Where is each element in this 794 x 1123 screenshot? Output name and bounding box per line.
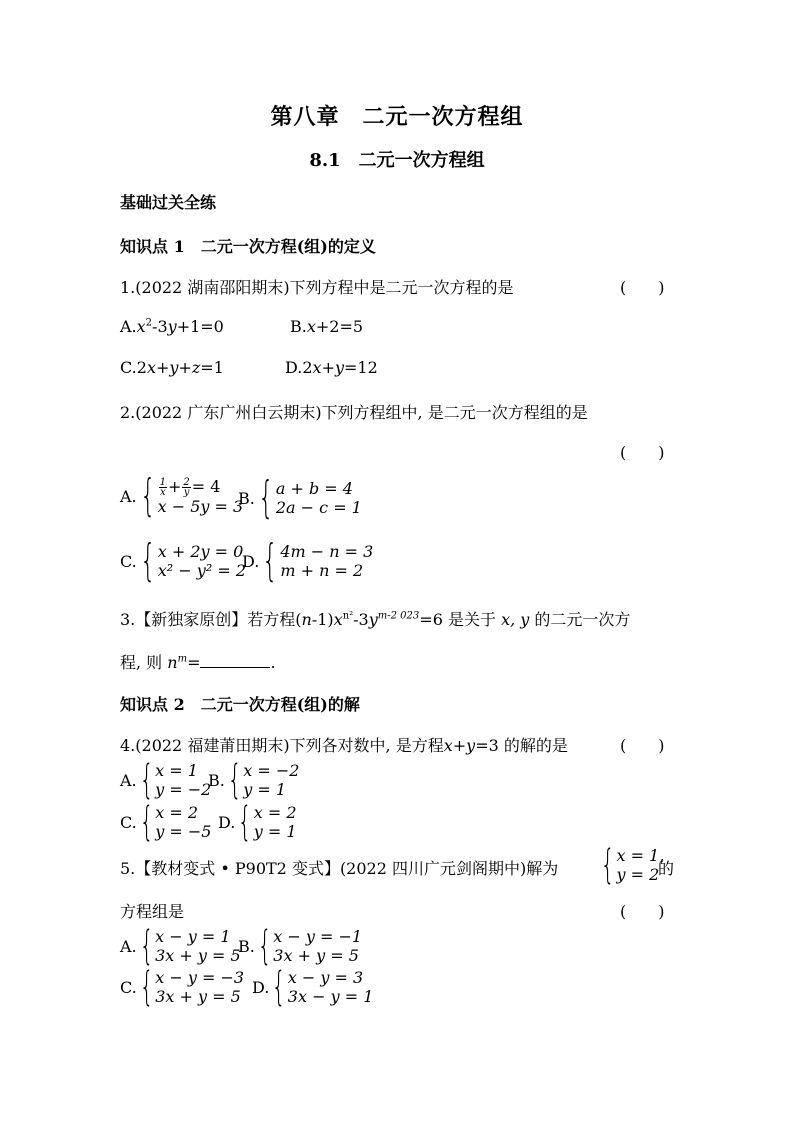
left-brace-icon: { (139, 757, 154, 803)
left-brace-icon: { (257, 923, 272, 969)
question-5-option-d[interactable]: D. { x − y = 3 3x − y = 1 (252, 964, 374, 1010)
question-3-line-2: 程, 则 $n^m=$ . (120, 653, 276, 672)
question-1-option-d[interactable]: D.2x+y=12 (285, 358, 378, 377)
equation-line: x = 2 (155, 803, 198, 822)
equation-line: y = 2 (616, 865, 660, 884)
left-brace-icon: { (262, 535, 279, 586)
equation-line: 4m − n = 3 (280, 542, 374, 561)
question-3-line-1: 3.【新独家原创】若方程$(n-1)x^{n^2}-3y^{m-2 023}=6$ 是关于 x, y 的二元一次方 (120, 610, 631, 629)
left-brace-icon: { (139, 964, 154, 1010)
question-1-answer-paren: ( ) (620, 278, 665, 297)
left-brace-icon: { (139, 923, 154, 969)
question-4-option-c[interactable]: C. { x = 2 y = −5 (120, 799, 212, 845)
left-brace-icon: { (227, 757, 242, 803)
left-brace-icon: { (272, 964, 287, 1010)
left-brace-icon: { (238, 799, 253, 845)
equation-line: 3x + y = 5 (155, 946, 241, 965)
question-2-option-d[interactable]: D. { 4m − n = 3 m + n = 2 (242, 535, 374, 586)
question-5-stem: 5.【教材变式 • P90T2 变式】(2022 四川广元剑阁期中)解为 (120, 859, 559, 878)
equation-line: m + n = 2 (280, 561, 364, 580)
question-5-option-c[interactable]: C. { x − y = −3 3x + y = 5 (120, 964, 245, 1010)
question-2-option-c[interactable]: C. { x + 2y = 0 x² − y² = 2 (120, 535, 246, 586)
equation-line: 3x + y = 5 (155, 987, 241, 1006)
question-2-option-a[interactable]: A. { $\frac{1}{x}$ + $\frac{2}{y}$ = 4 x − 5y = 3 (120, 470, 244, 521)
chapter-title: 第八章 二元一次方程组 (270, 104, 524, 130)
equation-line: x − y = −3 (155, 968, 245, 987)
question-5-answer-paren: ( ) (620, 902, 665, 921)
basic-practice-heading: 基础过关全练 (120, 193, 217, 212)
equation-line: a + b = 4 (275, 479, 353, 498)
question-2-option-b[interactable]: B. { a + b = 4 2a − c = 1 (238, 472, 362, 523)
question-4-option-b[interactable]: B. { x = −2 y = 1 (208, 757, 300, 803)
left-brace-icon: { (140, 535, 156, 586)
question-5-option-b[interactable]: B. { x − y = −1 3x + y = 5 (238, 923, 363, 969)
left-brace-icon: { (258, 472, 274, 523)
question-4-stem: 4.(2022 福建莆田期末)下列各对数中, 是方程x+y=3 的解的是 (120, 736, 568, 755)
equation-line: x = −2 (243, 761, 300, 780)
question-5-option-a[interactable]: A. { x − y = 1 3x + y = 5 (120, 923, 241, 969)
equation-line: x − y = 3 (287, 968, 364, 987)
equation-line: x − y = 1 (155, 927, 231, 946)
question-4-option-d[interactable]: D. { x = 2 y = 1 (218, 799, 297, 845)
equation-line: 3x + y = 5 (273, 946, 359, 965)
question-5-line-2: 方程组是 (120, 902, 185, 921)
equation-line: x − y = −1 (273, 927, 363, 946)
left-brace-icon: { (139, 470, 156, 521)
equation-line: 3x − y = 1 (287, 987, 374, 1006)
equation-line: x = 2 (253, 803, 297, 822)
equation-line: x = 1 (155, 761, 198, 780)
question-4-answer-paren: ( ) (620, 736, 665, 755)
equation-line: x + 2y = 0 (157, 542, 244, 561)
question-5-stem-tail: 的 (658, 859, 675, 878)
knowledge-point-2-heading: 知识点 2 二元一次方程(组)的解 (120, 695, 360, 714)
question-4-option-a[interactable]: A. { x = 1 y = −2 (120, 757, 212, 803)
question-2-answer-paren: ( ) (620, 443, 665, 462)
question-2-stem: 2.(2022 广东广州白云期末)下列方程组中, 是二元一次方程组的是 (120, 403, 588, 422)
question-1-option-b[interactable]: B.x+2=5 (290, 317, 364, 336)
equation-line: x = 1, (616, 846, 665, 865)
question-1-option-c[interactable]: C.2x+y+z=1 (120, 358, 224, 377)
equation-line: x − 5y = 3 (157, 496, 244, 516)
question-5-given-solution (600, 842, 665, 888)
equation-line: $\frac{1}{x}$ + $\frac{2}{y}$ = 4 (159, 476, 221, 498)
left-brace-icon: { (139, 799, 154, 845)
equation-line: y = 1 (253, 822, 297, 841)
left-brace-icon: { (600, 842, 615, 888)
equation-line: 2a − c = 1 (275, 498, 362, 517)
equation-line: y = 1 (243, 780, 287, 799)
knowledge-point-1-heading: 知识点 1 二元一次方程(组)的定义 (120, 237, 376, 256)
section-title: 8.1 二元一次方程组 (309, 150, 485, 171)
equation-line: y = −5 (155, 822, 212, 841)
question-1-stem: 1.(2022 湖南邵阳期末)下列方程中是二元一次方程的是 (120, 278, 514, 297)
question-1-option-a[interactable]: $A.x^2-3y+1=0$ (120, 317, 224, 336)
equation-line: x² − y² = 2 (157, 561, 246, 580)
equation-line: y = −2 (155, 780, 212, 799)
answer-blank[interactable] (200, 653, 270, 668)
